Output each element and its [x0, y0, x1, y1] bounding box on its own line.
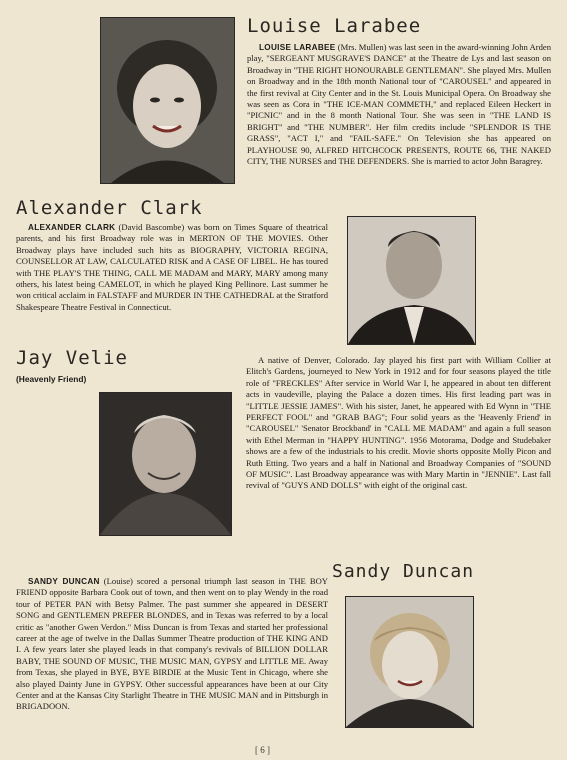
- sandy-duncan-bio: [16, 576, 328, 713]
- louise-larabee-lead: LOUISE LARABEE: [259, 43, 336, 52]
- alexander-clark-name: Alexander Clark: [16, 197, 203, 219]
- jay-velie-name: Jay Velie: [16, 347, 128, 369]
- louise-larabee-bio: [247, 42, 551, 167]
- alexander-clark-photo: [347, 216, 476, 345]
- louise-larabee-bio-text: (Mrs. Mullen) was last seen in the award-winning John Arden play, "SERGEANT MUSGRAVE'S DANCE" at the Theatre de Lys and last season on Broadway in "THE RIGHT HONOURABLE GENTLEMAN". She played Mrs. Mullen on Broadway and in the 18th month National tour of "CAROUSEL" and appeared in the first revival at City Center and in the St. Louis Municipal Opera. On Broadway she was seen as Cora in "THE ICE-MAN COMMETH," and replaced Eileen Heckert in "PICNIC" and in the 8 month National Tour. She was seen in "THE LAND IS BRIGHT" and "THE NUMBER". Her film credits include "SPLENDOR IS THE GRASS", "ACT I," and "FAIL-SAFE." On Television she has appeared on PLAYHOUSE 90, ALFRED HITCHCOCK PRESENTS, ROUTE 66, THE NAKED CITY, THE NURSES and THE DEFENDERS. She is married to actor John Baragrey.: [247, 42, 552, 167]
- jay-velie-bio: A native of Denver, Colorado. Jay played his first part with William Collier at Elitch's Gardens, journeyed to New York in 1912 and for four seasons played the title role of "FRECKLES" After service in World War I, he appeared in about ten different acts in vaudeville, playing the Palace a dozen times. His first leading part was in "LITTLE JESSIE JAMES". With his sister, Janet, he appeared with Ed Wynn in "THE PERFECT FOOL" and "GRAB BAG"; Four solid years as the 'Heavenly Friend' in "CAROUSEL" 'Senator Brockband' in "CALL ME MADAM" and again a full season with Ethel Merman in "HAPPY HUNTING". 1956 Motorama, Dodge and Studebaker shows are a few of the industrials to his credit. Movie shorts opposite Molly Picon and Ruth Etting. Two years and a half in National and Broadway Companies of "SOUND OF MUSIC". Last Broadway appearance was with Mary Martin in "JENNIE". Last fall revival of "GUYS AND DOLLS" with eight of the original cast.: [246, 355, 551, 491]
- jay-velie-photo: [99, 392, 232, 536]
- sandy-duncan-name: Sandy Duncan: [332, 561, 475, 582]
- page-number: [ 6 ]: [255, 745, 270, 755]
- sandy-duncan-photo: [345, 596, 474, 728]
- louise-larabee-name: Louise Larabee: [247, 15, 422, 37]
- alexander-clark-lead: ALEXANDER CLARK: [28, 223, 116, 232]
- sandy-duncan-lead: SANDY DUNCAN: [28, 577, 100, 586]
- alexander-clark-bio-text: (David Bascombe) was born on Times Square of theatrical parents, and his first Broadway role was in MERTON OF THE MOVIES. Other Broadway plays have included such hits as BIOGRAPHY, VICTORIA REGINA, COUNSELLOR AT LAW, CALCULATED RISK and A CASE OF LIBEL. He has toured with THE PLAY'S THE THING, CALL ME MADAM and MARY, MARY among many others, his latest being CAMELOT, in which he played King Pellinore. Last summer he won critical acclaim in FALSTAFF and MURDER IN THE CATHEDRAL at the Stratford Shakespeare Theatre Festival in Connecticut.: [16, 222, 328, 312]
- louise-larabee-photo: [100, 17, 235, 184]
- jay-velie-role: (Heavenly Friend): [16, 374, 87, 384]
- alexander-clark-bio: [16, 222, 328, 313]
- sandy-duncan-bio-text: (Louise) scored a personal triumph last season in THE BOY FRIEND opposite Barbara Cook out of town, and then went on to play Wendy in the road tour of PETER PAN with Betsy Palmer. The past summer she appeared in DESERT SONG and GENTLEMEN PREFER BLONDES, and in Texas was referred to by a local critic as "another Gwen Verdon." Miss Duncan is from Texas and started her professional career at the age of twelve in the Dallas Summer Theatre production of THE KING AND I. A few years later she played leads in that company's revivals of BILLION DOLLAR BABY, THE SOUND OF MUSIC, THE MUSIC MAN, GYPSY and LITTLE ME. Away from Texas, she played in BYE, BYE BIRDIE at the Music Tent in Chicago, where she also played Dainty June in GYPSY. Other successful appearances have been at our City Center and at the Kansas City Starlight Theatre in THE MUSIC MAN and in Pittsburgh in BRIGADOON.: [16, 576, 328, 712]
